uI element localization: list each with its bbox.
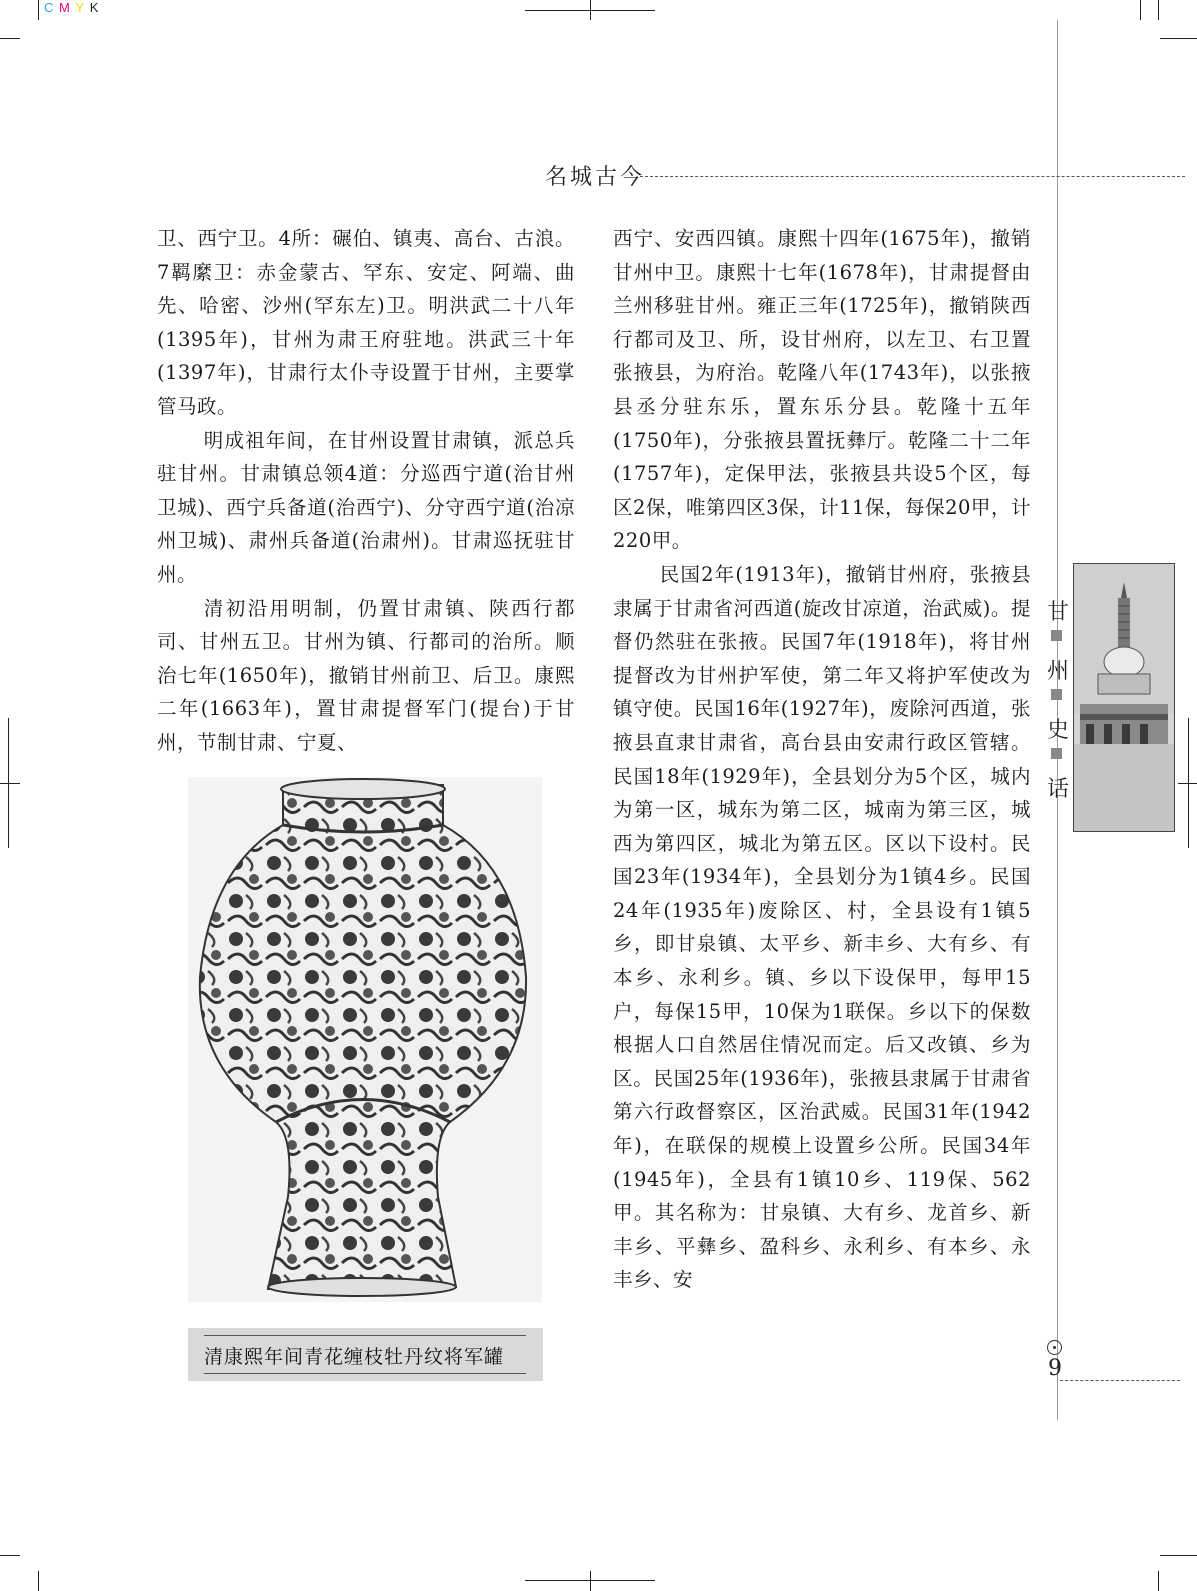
cmyk-letter-c: C <box>44 0 55 15</box>
sidebar-square <box>1051 630 1062 641</box>
cmyk-letter-y: Y <box>75 0 86 15</box>
left-text-column <box>157 222 575 760</box>
vase-photo <box>188 777 542 1302</box>
right-text-column <box>613 222 1031 1297</box>
pagoda-photo <box>1073 563 1175 832</box>
crop-mark <box>1158 0 1159 20</box>
section-title: 名城古今 <box>545 165 646 190</box>
crop-mark <box>0 783 20 784</box>
crop-mark <box>0 1555 20 1556</box>
page-dashed-rule <box>1060 1380 1180 1381</box>
crop-mark <box>590 1571 591 1591</box>
cmyk-letter-m: M <box>59 0 71 15</box>
sidebar-char: 话 <box>1047 777 1070 802</box>
crop-mark <box>38 1571 39 1591</box>
page-number: 9 <box>1048 1356 1062 1381</box>
paragraph: 西宁、安西四镇。康熙十四年(1675年)，撤销甘州中卫。康熙十七年(1678年)，甘肃提督由兰州移驻甘州。雍正三年(1725年)，撤销陕西行都司及卫、所，设甘州府，以左卫、右卫置张掖县，为府治。乾隆八年(1743年)，以张掖县丞分驻东乐，置东乐分县。乾隆十五年(1750年)，分张掖县置抚彝厅。乾隆二十二年(1757年)，定保甲法，张掖县共设5个区，每区2保，唯第四区3保，计11保，每保20甲，计220甲。 <box>613 227 1031 553</box>
cmyk-letter-k: K <box>89 0 100 15</box>
caption-rule-top <box>204 1335 526 1336</box>
figure-caption: 清康熙年间青花缠枝牡丹纹将军罐 <box>204 1346 505 1368</box>
sidebar-char: 史 <box>1047 718 1070 743</box>
sidebar-char: 州 <box>1047 659 1070 684</box>
cmyk-marks <box>44 0 99 15</box>
page-marker-icon <box>1047 1340 1062 1355</box>
caption-rule-bottom <box>204 1373 526 1374</box>
crop-mark <box>38 0 39 20</box>
sidebar-square <box>1051 689 1062 700</box>
sidebar-char: 甘 <box>1047 600 1070 625</box>
paragraph: 明成祖年间，在甘州设置甘肃镇，派总兵驻甘州。甘肃镇总领4道：分巡西宁道(治甘州卫城)、西宁兵备道(治西宁)、分守西宁道(治凉州卫城)、肃州兵备道(治肃州)。甘肃巡抚驻甘州。 <box>157 428 575 586</box>
crop-mark <box>1140 0 1141 20</box>
paragraph: 卫、西宁卫。4所：碾伯、镇夷、高台、古浪。7羁縻卫：赤金蒙古、罕东、安定、阿端、曲先、哈密、沙州(罕东左)卫。明洪武二十八年(1395年)，甘州为肃王府驻地。洪武三十年(1397年)，甘肃行太仆寺设置于甘州，主要掌管马政。 <box>157 227 575 418</box>
crop-mark <box>1158 1571 1159 1591</box>
header-dashed-rule <box>640 176 1185 177</box>
pagoda-illustration <box>1074 564 1174 831</box>
crop-mark <box>1178 783 1197 784</box>
crop-mark <box>1160 1555 1197 1556</box>
crop-mark <box>1160 38 1197 39</box>
sidebar-square <box>1051 748 1062 759</box>
paragraph: 清初沿用明制，仍置甘肃镇、陕西行都司、甘州五卫。甘州为镇、行都司的治所。顺治七年(1650年)，撤销甘州前卫、后卫。康熙二年(1663年)，置甘肃提督军门(提台)于甘州，节制甘肃、宁夏、 <box>157 596 575 754</box>
crop-mark <box>590 0 591 20</box>
crop-mark <box>0 38 20 39</box>
paragraph: 民国2年(1913年)，撤销甘州府，张掖县隶属于甘肃省河西道(旋改甘凉道，治武威)。提督仍然驻在张掖。民国7年(1918年)，将甘州提督改为甘州护军使，第二年又将护军使改为镇守使。民国16年(1927年)，废除河西道，张掖县直隶甘肃省，高台县由安肃行政区管辖。民国18年(1929年)，全县划分为5个区，城内为第一区，城东为第二区，城南为第三区，城西为第四区，城北为第五区。区以下设村。民国23年(1934年)，全县划分为1镇4乡。民国24年(1935年)废除区、村，全县设有1镇5乡，即甘泉镇、太平乡、新丰乡、大有乡、有本乡、永利乡。镇、乡以下设保甲，每甲15户，每保15甲，10保为1联保。乡以下的保数根据人口自然居住情况而定。后又改镇、乡为区。民国25年(1936年)，张掖县隶属于甘肃省第六行政督察区，区治武威。民国31年(1942年)，在联保的规模上设置乡公所。民国34年(1945年)，全县有1镇10乡、119保、562甲。其名称为：甘泉镇、大有乡、龙首乡、新丰乡、平彝乡、盈科乡、永利乡、有本乡、永丰乡、安 <box>613 562 1031 1292</box>
vase-illustration <box>188 777 542 1302</box>
